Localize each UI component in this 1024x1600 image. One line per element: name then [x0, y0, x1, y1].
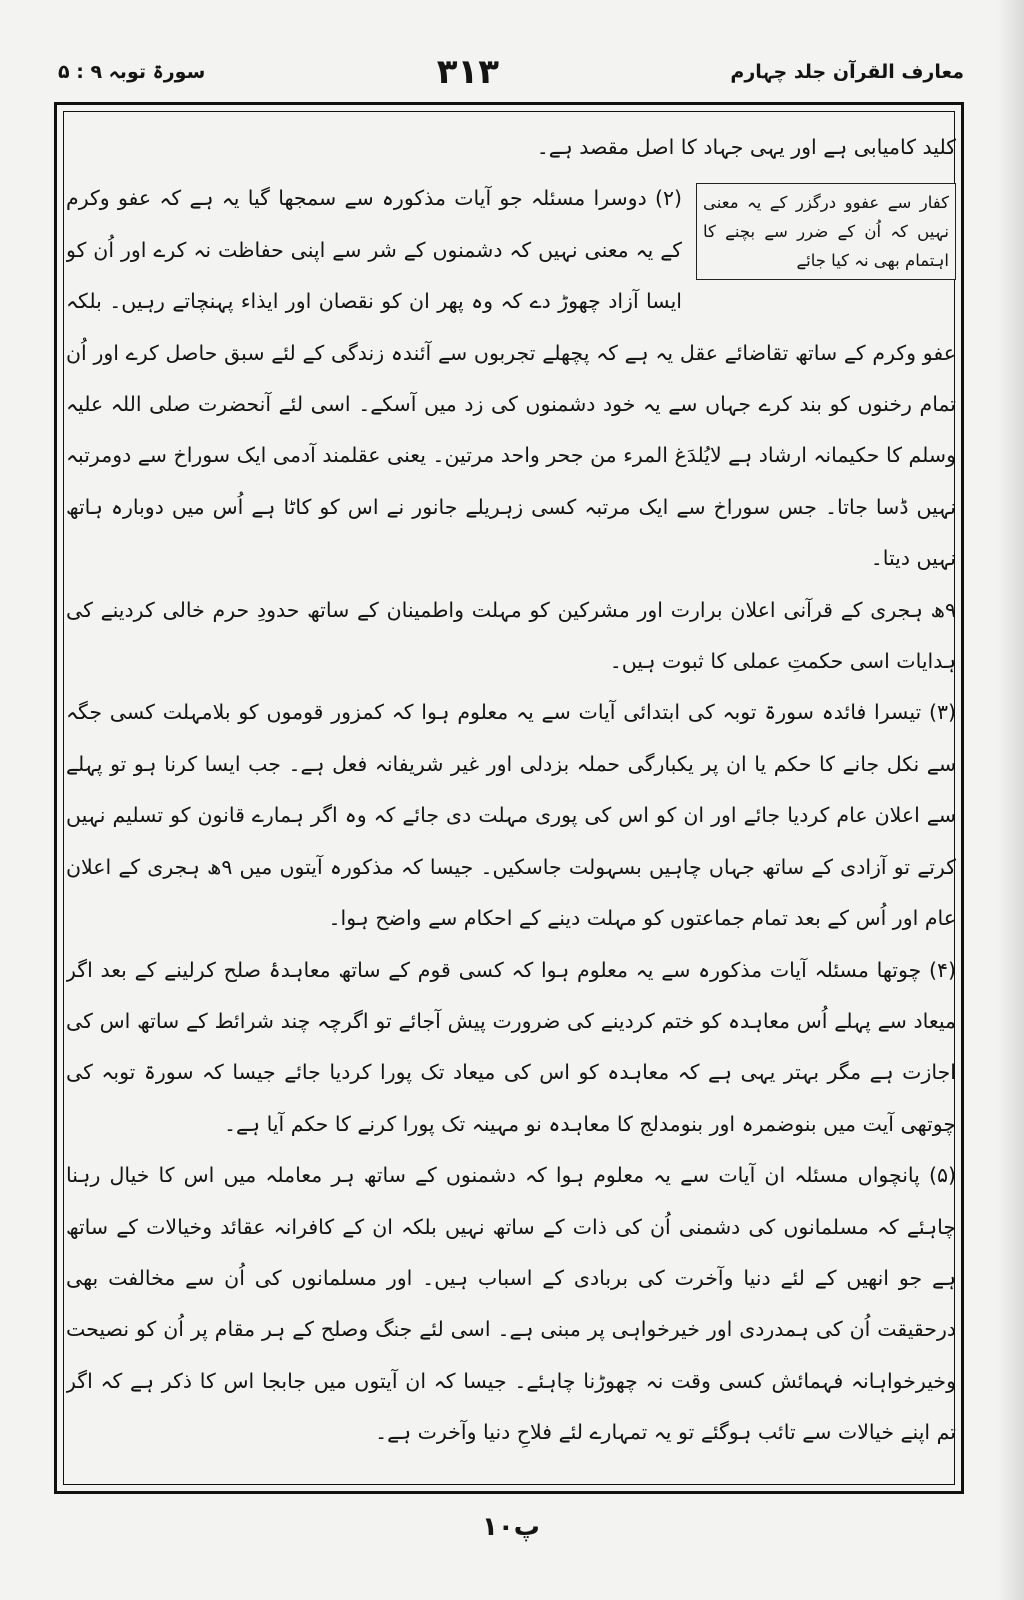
book-title: معارف القرآن جلد چہارم	[730, 61, 964, 83]
paragraph-5: (۴) چوتھا مسئلہ آیات مذکورہ سے یہ معلوم ہوا کہ کسی قوم کے ساتھ معاہدۂ صلح کرلینے کے بعد اگر میعاد سے پہلے اُس معاہدہ کو ختم کردینے کی ضرورت پیش آجائے تو اگرچہ چند شرائط کے ساتھ اس کی اجازت ہے مگر بہتر یہی ہے کہ معاہدہ کو اس کی میعاد تک پورا کردیا جائے جیسا کہ سورۃ توبہ کی چوتھی آیت میں بنوضمرہ اور بنومدلج کا معاہدہ نو مہینہ تک پورا کرنے کا حکم آیا ہے۔	[66, 957, 956, 1136]
running-header	[58, 44, 964, 100]
binding-shadow	[998, 0, 1024, 1600]
paragraph-4: (۳) تیسرا فائدہ سورۃ توبہ کی ابتدائی آیات سے یہ معلوم ہوا کہ کمزور قوموں کو بلامہلت کسی جگہ سے نکل جانے کا حکم یا ان پر یکبارگی حملہ بزدلی اور غیر شریفانہ فعل ہے۔ جب ایسا کرنا ہو تو پہلے سے اعلان عام کردیا جائے اور ان کو اس کی پوری مہلت دی جائے کہ وہ اگر ہمارے قانون کو تسلیم نہیں کرتے تو آزادی کے ساتھ جہاں چاہیں بسہولت جاسکیں۔ جیسا کہ مذکورہ آیتوں میں ۹ھ ہجری کے اعلان عام اور اُس کے بعد تمام جماعتوں کو مہلت دینے کے احکام سے واضح ہوا۔	[66, 700, 956, 931]
paragraph-1: کلید کامیابی ہے اور یہی جہاد کا اصل مقصد ہے۔	[536, 135, 956, 159]
page-number: ۳۱۳	[436, 52, 499, 92]
paragraph-6: (۵) پانچواں مسئلہ ان آیات سے یہ معلوم ہوا کہ دشمنوں کے ساتھ ہر معاملہ میں اس کا خیال رہنا چاہئے کہ مسلمانوں کی دشمنی اُن کی ذات کے ساتھ نہیں بلکہ ان کے کافرانہ عقائد وخیالات کے ساتھ ہے جو انھیں کے لئے دنیا وآخرت کی بربادی کے اسباب ہیں۔ اور مسلمانوں کی اُن سے مخالفت بھی درحقیقت اُن کی ہمدردی اور خیرخواہی پر مبنی ہے۔ اسی لئے جنگ وصلح کے ہر مقام پر اُن کو نصیحت وخیرخواہانہ فہمائش کسی وقت نہ چھوڑنا چاہئے۔ جیسا کہ ان آیتوں میں جابجا اس کا ذکر ہے کہ اگر تم اپنے خیالات سے تائب ہوگئے تو یہ تمہارے لئے فلاحِ دنیا وآخرت ہے۔	[66, 1163, 956, 1445]
signature-mark: پ۱۰	[482, 1512, 540, 1542]
margin-note: کفار سے عفوو درگزر کے یہ معنی نہیں کہ اُن کے ضرر سے بچنے کا اہتمام بھی نہ کیا جائے	[696, 183, 956, 280]
surah-reference: سورۃ توبہ ۹ : ۵	[58, 61, 206, 83]
paragraph-3: ۹ھ ہجری کے قرآنی اعلان برارت اور مشرکین کو مہلت واطمینان کے ساتھ حدودِ حرم خالی کردینے کی ہدایات اسی حکمتِ عملی کا ثبوت ہیں۔	[66, 597, 956, 674]
body-text	[66, 122, 956, 1488]
paragraph-2: (۲) دوسرا مسئلہ جو آیات مذکورہ سے سمجھا گیا یہ ہے کہ عفو وکرم کے یہ معنی نہیں کہ دشمنوں کے شر سے اپنی حفاظت نہ کرے اور اُن کو ایسا آزاد چھوڑ دے کہ وہ پھر ان کو نقصان اور ایذاء پہنچاتے رہیں۔ بلکہ عفو وکرم کے ساتھ تقاضائے عقل یہ ہے کہ پچھلے تجربوں سے آئندہ زندگی کے لئے سبق حاصل کرے اور اُن تمام رخنوں کو بند کرے جہاں سے یہ خود دشمنوں کی زد میں آسکے۔ اسی لئے آنحضرت صلی اللہ علیہ وسلم کا حکیمانہ ارشاد ہے لایُلدَغ المرء من جحر واحد مرتین۔ یعنی عقلمند آدمی ایک سوراخ سے دومرتبہ نہیں ڈسا جاتا۔ جس سوراخ سے ایک مرتبہ کسی زہریلے جانور نے اس کو کاٹا ہے اُس میں دوبارہ ہاتھ نہیں دیتا۔	[66, 186, 956, 571]
